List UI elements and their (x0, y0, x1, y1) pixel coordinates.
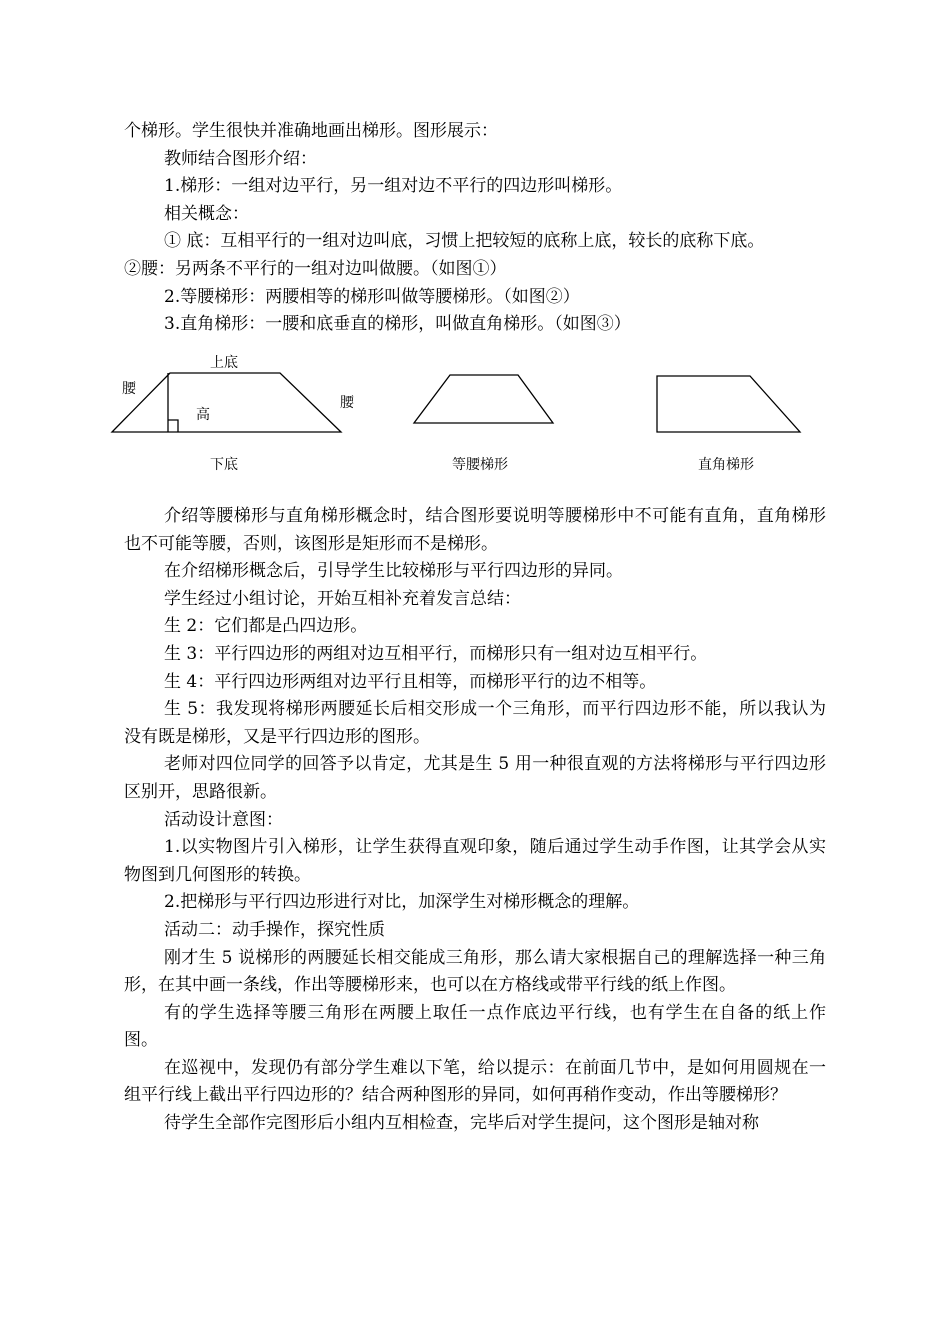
bottom-base-label: 下底 (210, 457, 238, 473)
paragraph-teacher-hint: 在巡视中，发现仍有部分学生难以下笔，给以提示：在前面几节中，是如何用圆规在一组平行线上截出平行四边形的？结合两种图形的异同，如何再稍作变动，作出等腰梯形？ (124, 1057, 826, 1106)
paragraph-trapezoid-definition: 1.梯形：一组对边平行，另一组对边不平行的四边形叫梯形。 (164, 176, 623, 197)
paragraph-design-intent-1: 1.以实物图片引入梯形，让学生获得直观印象，随后通过学生动手作图，让其学会从实物图到几何图形的转换。 (124, 837, 826, 885)
right-trapezoid-caption: 直角梯形 (698, 457, 754, 473)
right-trapezoid-shape (657, 376, 800, 432)
paragraph-isosceles-right-note: 介绍等腰梯形与直角梯形概念时，结合图形要说明等腰梯形中不可能有直角，直角梯形也不可能等腰，否则，该图形是矩形而不是梯形。 (124, 506, 826, 554)
trapezoid-figures (100, 348, 840, 488)
paragraph-leg-definition: ②腰：另两条不平行的一组对边叫做腰。（如图①） (124, 258, 507, 279)
isosceles-trapezoid-caption: 等腰梯形 (452, 457, 508, 473)
paragraph-compare-intro: 在介绍梯形概念后，引导学生比较梯形与平行四边形的异同。 (164, 561, 623, 582)
paragraph-design-intent-2: 2.把梯形与平行四边形进行对比，加深学生对梯形概念的理解。 (164, 892, 640, 913)
paragraph-isosceles-definition: 2.等腰梯形：两腰相等的梯形叫做等腰梯形。（如图②） (164, 286, 580, 307)
paragraph-teacher-intro: 教师结合图形介绍： (164, 148, 317, 169)
paragraph-student-4: 生 4：平行四边形两组对边平行且相等，而梯形平行的边不相等。 (164, 671, 657, 692)
paragraph-group-discussion: 学生经过小组讨论，开始互相补充着发言总结： (164, 588, 521, 609)
paragraph-base-definition: ① 底：互相平行的一组对边叫底，习惯上把较短的底称上底，较长的底称下底。 (164, 231, 765, 252)
paragraph-student-2: 生 2：它们都是凸四边形。 (164, 616, 368, 637)
right-leg-label: 腰 (340, 395, 354, 411)
left-leg-label: 腰 (122, 381, 136, 397)
paragraph-activity-two-task: 刚才生 5 说梯形的两腰延长相交能成三角形，那么请大家根据自己的理解选择一种三角形，在其中画一条线，作出等腰梯形来，也可以在方格线或带平行线的纸上作图。 (124, 947, 826, 996)
isosceles-trapezoid-shape (414, 375, 553, 423)
paragraph-student-5: 生 5：我发现将梯形两腰延长后相交形成一个三角形，而平行四边形不能，所以我认为没有既是梯形，又是平行四边形的图形。 (124, 699, 826, 747)
general-trapezoid-shape (112, 373, 341, 432)
paragraph-activity-two-heading: 活动二：动手操作，探究性质 (164, 919, 385, 940)
paragraph-student-3: 生 3：平行四边形的两组对边互相平行，而梯形只有一组对边互相平行。 (164, 643, 708, 664)
right-angle-mark (168, 420, 178, 432)
paragraph-design-intent-heading: 活动设计意图： (164, 809, 283, 830)
paragraph-group-check: 待学生全部作完图形后小组内互相检查，完毕后对学生提问，这个图形是轴对称 (164, 1113, 759, 1134)
paragraph-right-trapezoid-definition: 3.直角梯形：一腰和底垂直的梯形，叫做直角梯形。（如图③） (164, 314, 631, 335)
text-section-top (124, 118, 826, 339)
paragraph-student-approaches: 有的学生选择等腰三角形在两腰上取任一点作底边平行线，也有学生在自备的纸上作图。 (124, 1002, 826, 1051)
paragraph-teacher-feedback: 老师对四位同学的回答予以肯定，尤其是生 5 用一种很直观的方法将梯形与平行四边形区别开，思路很新。 (124, 754, 826, 802)
paragraph-related-concepts: 相关概念： (164, 203, 249, 224)
height-label: 高 (196, 407, 210, 423)
text-section-bottom (124, 503, 826, 1138)
top-base-label: 上底 (210, 355, 238, 371)
paragraph-continuation: 个梯形。学生很快并准确地画出梯形。图形展示： (124, 121, 498, 141)
